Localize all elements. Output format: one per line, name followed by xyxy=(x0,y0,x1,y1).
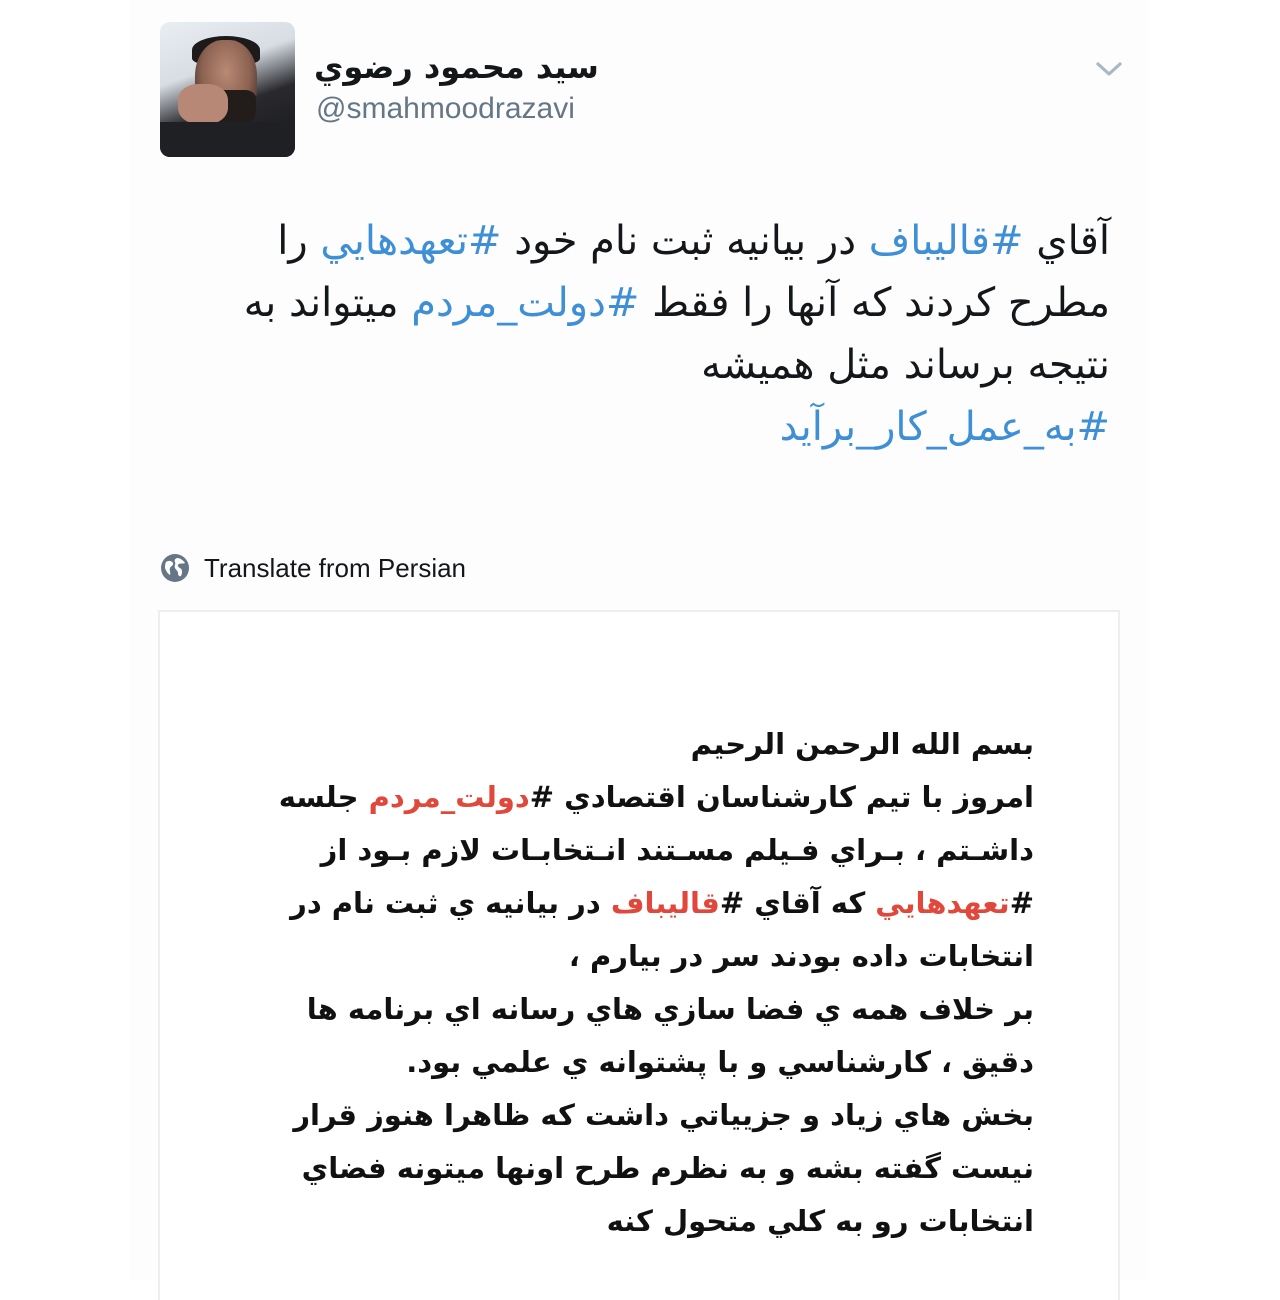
author-avatar[interactable] xyxy=(160,22,295,157)
statement-line xyxy=(244,930,1034,983)
tweet-text-line xyxy=(160,272,1110,334)
statement-highlight: قاليباف xyxy=(610,886,720,920)
statement-segment: جلسه xyxy=(278,780,369,814)
statement-line xyxy=(244,824,1034,877)
statement-line xyxy=(244,718,1034,771)
statement-highlight: دولت_مردم xyxy=(368,780,530,814)
author-display-name[interactable] xyxy=(314,48,614,86)
statement-segment: نيست گفته بشه و به نظرم طرح اونها ميتونه فضاي xyxy=(301,1151,1034,1185)
translate-label: Translate from Persian xyxy=(204,552,467,583)
statement-segment: كه آقاي # xyxy=(719,886,876,920)
statement-segment: در بيانيه ي ثبت نام در xyxy=(290,886,611,920)
statement-segment: دقيق ، كارشناسي و با پشتوانه ي علمي بود. xyxy=(406,1045,1034,1079)
statement-line xyxy=(244,983,1034,1036)
statement-segment: امروز با تيم كارشناسان اقتصادي # xyxy=(529,780,1034,814)
globe-icon xyxy=(160,553,190,583)
hashtag-link[interactable]: #قاليباف xyxy=(868,218,1024,264)
tweet-text-segment: مطرح كردند كه آنها را فقط xyxy=(639,280,1110,326)
statement-highlight: تعهدهايي xyxy=(875,886,1010,920)
statement-segment: بسم الله الرحمن الرحيم xyxy=(690,727,1034,761)
statement-segment: انتخابات رو به كلي متحول كنه xyxy=(606,1204,1034,1238)
chevron-down-icon xyxy=(1094,58,1124,80)
statement-segment: # xyxy=(1009,886,1034,920)
display-name-text: سيد محمود رضوي xyxy=(314,48,599,86)
tweet-text-segment: نتيجه برساند مثل هميشه xyxy=(701,342,1110,388)
attached-statement-text xyxy=(244,718,1034,1248)
statement-line xyxy=(244,771,1034,824)
statement-line xyxy=(244,1142,1034,1195)
statement-segment: انتخابات داده بودند سر در بيارم ، xyxy=(568,939,1034,973)
tweet-text-line xyxy=(160,210,1110,272)
statement-segment: بخش هاي زياد و جزيياتي داشت كه ظاهرا هنوز قرار xyxy=(293,1098,1034,1132)
hashtag-link[interactable]: #به_عمل_كار_برآيد xyxy=(779,404,1110,450)
statement-segment: بر خلاف همه ي فضا سازي هاي رسانه اي برنامه ها xyxy=(306,992,1034,1026)
hashtag-link[interactable]: #تعهدهايي xyxy=(320,218,502,264)
tweet-text-line xyxy=(160,334,1110,396)
translate-link[interactable] xyxy=(160,550,466,586)
statement-line xyxy=(244,1195,1034,1248)
tweet-text-segment: ميتواند به xyxy=(243,280,412,326)
statement-line xyxy=(244,1089,1034,1142)
avatar-body xyxy=(160,122,295,157)
tweet-text-segment: را xyxy=(277,218,321,264)
author-handle[interactable]: @smahmoodrazavi xyxy=(316,92,575,125)
tweet-text-segment: آقاي xyxy=(1023,218,1110,264)
statement-line xyxy=(244,877,1034,930)
tweet-text-line xyxy=(160,396,1110,458)
tweet-menu-button[interactable] xyxy=(1094,58,1124,80)
tweet-text-segment: در بيانيه ثبت نام خود xyxy=(501,218,869,264)
avatar-hands xyxy=(178,84,228,124)
tweet-text xyxy=(160,210,1110,458)
hashtag-link[interactable]: #دولت_مردم xyxy=(411,280,640,326)
statement-line xyxy=(244,1036,1034,1089)
statement-segment: داشـتم ، بـراي فـيلم مسـتند انـتخابـات لازم بـود از xyxy=(320,833,1034,867)
